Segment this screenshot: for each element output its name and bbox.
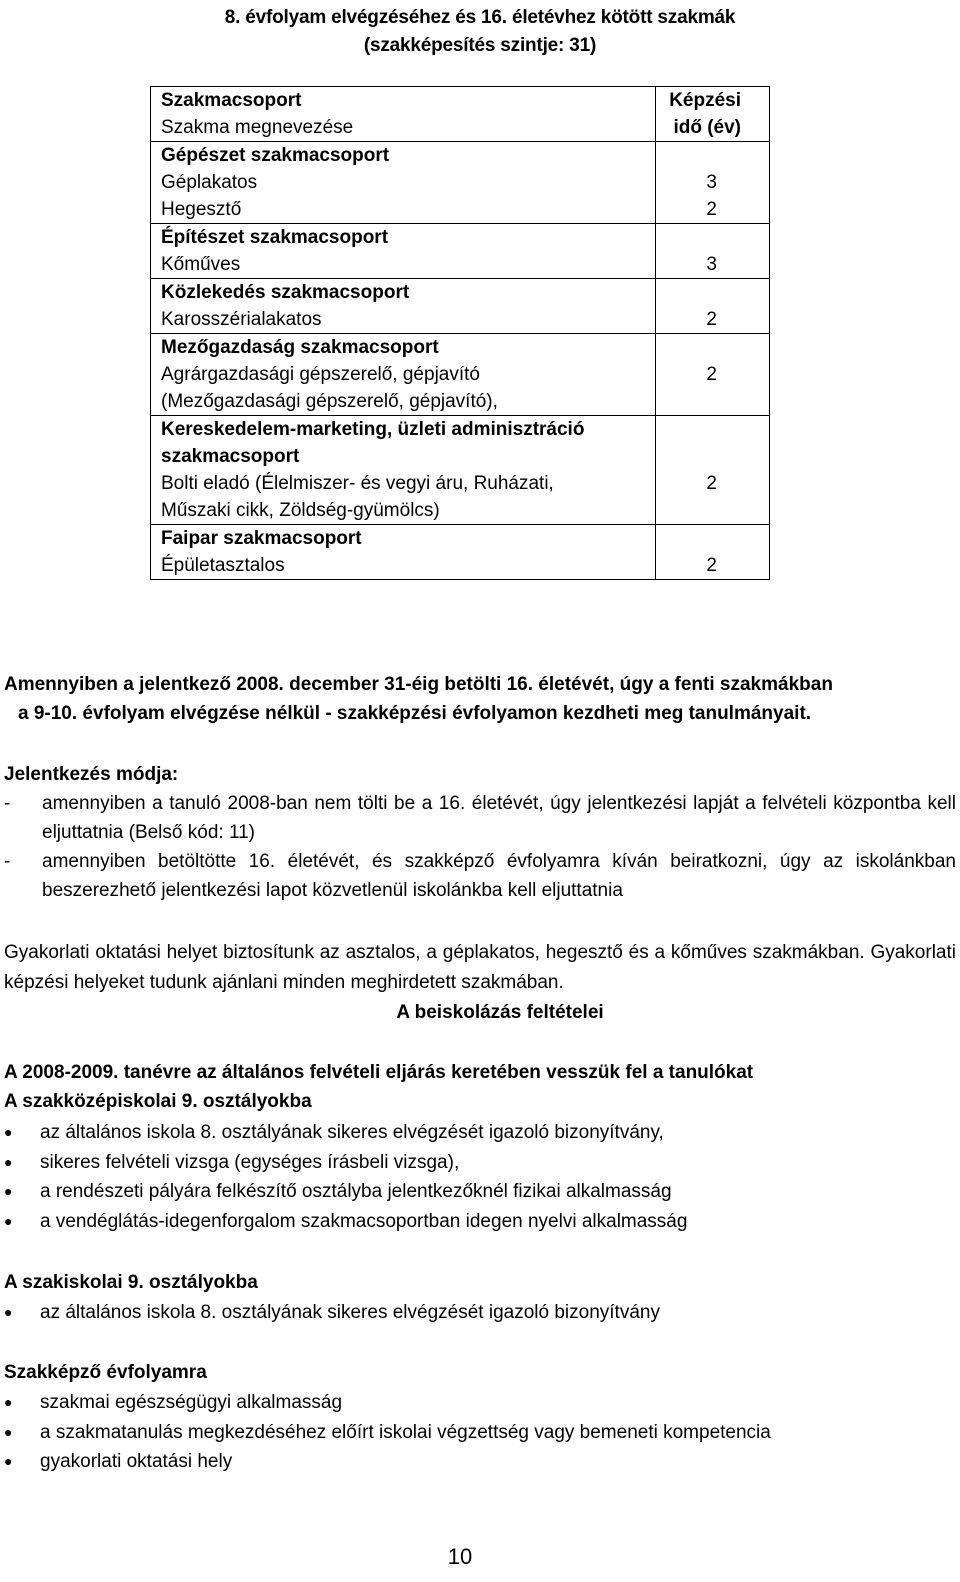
- profession-name: Épületasztalos: [161, 555, 285, 576]
- szakkepzo-list: [4, 1388, 956, 1477]
- bullet-icon: ●: [4, 1124, 13, 1140]
- table-row: [151, 223, 769, 278]
- practical-training-paragraph: Gyakorlati oktatási helyet biztosítunk az asztalos, a géplakatos, hegesztő és a kőműves szakmákban. Gyakorlati képzési helyeket tudunk ajánlani minden meghirdetett szakmában.: [4, 942, 956, 993]
- dash-marker: -: [4, 793, 11, 814]
- duration-value: 2: [706, 309, 717, 330]
- group-name: Faipar szakmacsoport: [161, 528, 362, 549]
- bullet-icon: ●: [4, 1183, 13, 1199]
- list-item: [4, 1447, 956, 1477]
- szakkozep-list: [4, 1118, 956, 1236]
- bullet-icon: ●: [4, 1153, 13, 1170]
- profession-name: Agrárgazdasági gépszerelő, gépjavító: [161, 364, 480, 385]
- profession-name: Géplakatos: [161, 172, 258, 193]
- header-group-label: Szakmacsoport: [161, 90, 302, 111]
- group-name: Mezőgazdaság szakmacsoport: [161, 337, 439, 358]
- list-item-text: szakmai egészségügyi alkalmasság: [40, 1392, 343, 1413]
- list-item: [4, 1207, 956, 1237]
- bullet-icon: ●: [4, 1423, 13, 1440]
- dash-marker: -: [4, 851, 11, 872]
- list-item-text: a vendéglátás-idegenforgalom szakmacsoportban idegen nyelvi alkalmasság: [40, 1210, 688, 1232]
- profession-name-cont: (Mezőgazdasági gépszerelő, gépjavító),: [161, 391, 498, 412]
- list-item-text: az általános iskola 8. osztályának sikeres elvégzését igazoló bizonyítvány: [40, 1302, 660, 1323]
- list-item-text: amennyiben a tanuló 2008-ban nem tölti be a 16. életévét, úgy jelentkezési lapját a felvételi központba kell eljuttatnia (Belső kód: 11): [42, 793, 956, 843]
- header-duration-label-2: idő (év): [673, 117, 741, 138]
- profession-table: [150, 86, 770, 580]
- title-line-2: (szakképesítés szintje: 31): [363, 35, 597, 56]
- header-profession-label: Szakma megnevezése: [161, 117, 354, 138]
- bullet-icon: ●: [4, 1304, 13, 1320]
- list-item-text: sikeres felvételi vizsga (egységes írásbeli vizsga),: [40, 1151, 460, 1173]
- notice-line-1: Amennyiben a jelentkező 2008. december 31-éig betölti 16. életévét, úgy a fenti szakmákban: [4, 674, 833, 695]
- list-item: [4, 1118, 956, 1148]
- application-list: [4, 789, 956, 905]
- profession-name: Hegesztő: [161, 199, 242, 220]
- list-item-text: amennyiben betöltötte 16. életévét, és szakképző évfolyamra kíván beiratkozni, úgy az iskolánkban beszerezhető jelentkezési lapot közvetlenül iskolánkba kell eljuttatnia: [42, 851, 956, 901]
- duration-value: 3: [706, 172, 717, 193]
- table-row: [151, 524, 769, 579]
- group-name: Közlekedés szakmacsoport: [161, 282, 410, 303]
- list-item: [4, 789, 956, 847]
- profession-name: Bolti eladó (Élelmiszer- és vegyi áru, Ruházati,: [161, 473, 554, 494]
- profession-name: Kőműves: [161, 254, 241, 275]
- list-item: [4, 1177, 956, 1207]
- page-number: 10: [447, 1544, 473, 1569]
- table-row: [151, 333, 769, 415]
- list-item-text: az általános iskola 8. osztályának sikeres elvégzését igazoló bizonyítvány,: [40, 1122, 664, 1143]
- szakiskola-title: A szakiskolai 9. osztályokba: [4, 1272, 258, 1293]
- age-notice: [4, 670, 956, 728]
- admission-intro-line-1: A 2008-2009. tanévre az általános felvételi eljárás keretében vesszük fel a tanulókat: [4, 1062, 754, 1083]
- list-item: [4, 1148, 956, 1178]
- table-row: [151, 141, 769, 223]
- group-name: Gépészet szakmacsoport: [161, 145, 390, 166]
- admission-heading: A beiskolázás feltételei: [396, 1002, 604, 1023]
- notice-line-2: a 9-10. évfolyam elvégzése nélkül - szakképzési évfolyamon kezdheti meg tanulmányait.: [18, 703, 812, 724]
- profession-name-cont: Műszaki cikk, Zöldség-gyümölcs): [161, 500, 440, 521]
- group-name: Kereskedelem-marketing, üzleti adminisztráció: [161, 419, 585, 440]
- szakkozep-title: A szakközépiskolai 9. osztályokba: [4, 1091, 312, 1112]
- duration-value: 2: [706, 364, 717, 385]
- table-row: [151, 415, 769, 524]
- list-item: [4, 1418, 956, 1448]
- table-header-row: [151, 87, 769, 141]
- title-line-1: 8. évfolyam elvégzéséhez és 16. életévhez kötött szakmák: [224, 7, 736, 28]
- bullet-icon: ●: [4, 1394, 13, 1410]
- page-title: [0, 4, 960, 60]
- group-name-cont: szakmacsoport: [161, 446, 300, 467]
- list-item: [4, 1298, 956, 1328]
- table-row: [151, 278, 769, 333]
- bullet-icon: ●: [4, 1453, 13, 1469]
- group-name: Építészet szakmacsoport: [161, 227, 389, 248]
- duration-value: 2: [706, 555, 717, 576]
- list-item: [4, 847, 956, 905]
- list-item: [4, 1388, 956, 1418]
- list-item-text: gyakorlati oktatási hely: [40, 1451, 233, 1472]
- duration-value: 2: [706, 473, 717, 494]
- list-item-text: a rendészeti pályára felkészítő osztályba jelentkezőknél fizikai alkalmasság: [40, 1181, 672, 1202]
- application-title: Jelentkezés módja:: [4, 764, 179, 785]
- profession-name: Karosszérialakatos: [161, 309, 322, 330]
- duration-value: 2: [706, 199, 717, 220]
- bullet-icon: ●: [4, 1212, 13, 1229]
- header-duration-label-1: Képzési: [669, 90, 741, 111]
- szakiskola-list: [4, 1298, 956, 1328]
- duration-value: 3: [706, 254, 717, 275]
- list-item-text: a szakmatanulás megkezdéséhez előírt iskolai végzettség vagy bemeneti kompetencia: [40, 1421, 771, 1443]
- szakkepzo-title: Szakképző évfolyamra: [4, 1362, 207, 1383]
